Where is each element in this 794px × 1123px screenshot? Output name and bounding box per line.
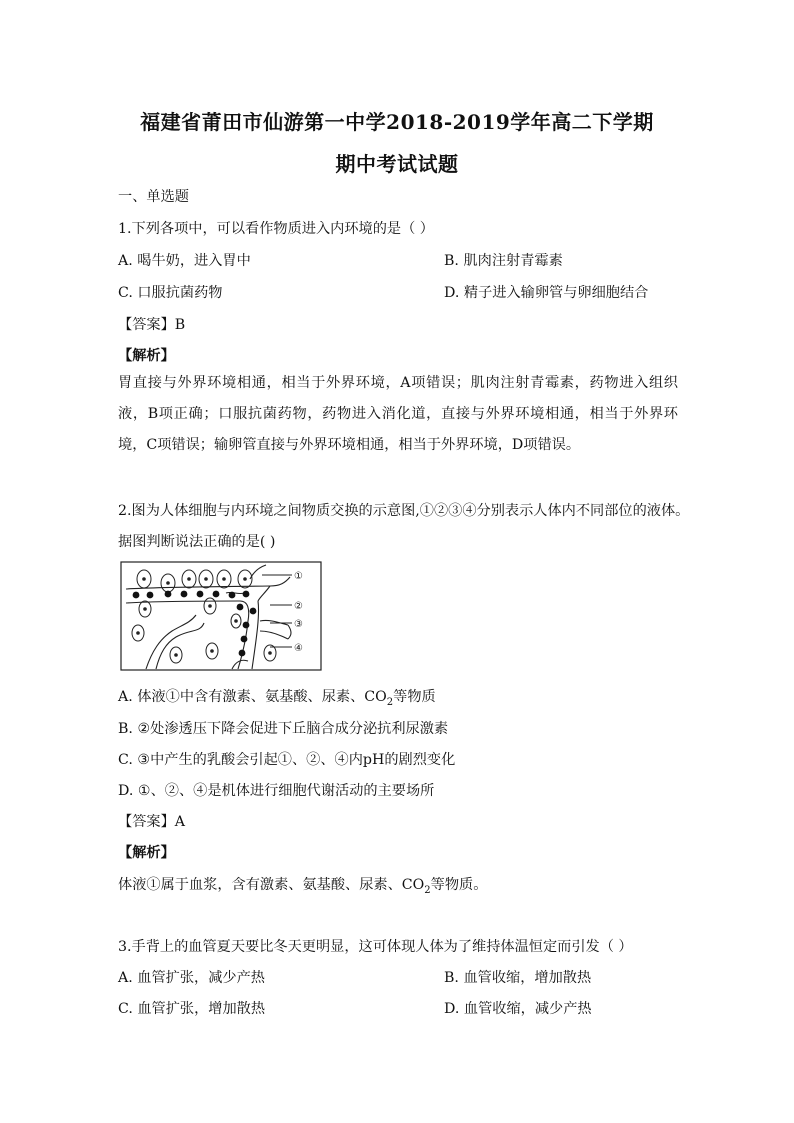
fig-label-1: ① [294, 571, 303, 582]
q1-option-b: B. 肌肉注射青霉素 [444, 253, 563, 269]
fig-label-3: ③ [294, 619, 303, 630]
body-fluid-diagram [120, 561, 322, 671]
q1-analysis: 胃直接与外界环境相通，相当于外界环境，A项错误；肌肉注射青霉素，药物进入组织液，B项正确；口服抗菌药物，药物进入消化道，直接与外界环境相通，相当于外界环境，C项错误；输卵管直接与外界环境相通，相当于外界环境，D项错误。 [118, 375, 678, 453]
q1-option-d: D. 精子进入输卵管与卵细胞结合 [444, 285, 649, 301]
q3-option-c: C. 血管扩张，增加散热 [118, 1001, 266, 1017]
q3-option-b: B. 血管收缩，增加散热 [444, 970, 592, 986]
document-subtitle: 期中考试试题 [335, 152, 459, 176]
q2-option-d: D. ①、②、④是机体进行细胞代谢活动的主要场所 [118, 783, 435, 799]
document-title: 福建省莆田市仙游第一中学2018-2019学年高二下学期 [140, 110, 654, 134]
q1-answer: 【答案】B [118, 317, 186, 333]
q1-stem: 1.下列各项中，可以看作物质进入内环境的是（ ） [118, 221, 434, 237]
q3-stem: 3.手背上的血管夏天要比冬天更明显，这可体现人体为了维持体温恒定而引发（ ） [118, 939, 633, 955]
q1-option-a: A. 喝牛奶，进入胃中 [118, 253, 251, 269]
q2-stem-line1: 2.图为人体细胞与内环境之间物质交换的示意图,①②③④分别表示人体内不同部位的液体。 [118, 503, 690, 519]
section-heading: 一、单选题 [118, 189, 189, 205]
q3-option-d: D. 血管收缩，减少产热 [444, 1001, 592, 1017]
q2-option-b: B. ②处渗透压下降会促进下丘脑合成分泌抗利尿激素 [118, 721, 449, 737]
q1-analysis-label: 【解析】 [118, 348, 175, 364]
q2-option-a: A. 体液①中含有激素、氨基酸、尿素、$CO_2$等物质 [118, 689, 436, 708]
fig-label-2: ② [294, 601, 303, 612]
fig-label-4: ④ [294, 643, 303, 654]
q2-answer: 【答案】A [118, 814, 185, 830]
q3-option-a: A. 血管扩张，减少产热 [118, 970, 265, 986]
q2-option-c: C. ③中产生的乳酸会引起①、②、④内pH的剧烈变化 [118, 752, 456, 768]
q2-stem-line2: 据图判断说法正确的是( ) [118, 534, 276, 550]
q2-analysis: 体液①属于血浆，含有激素、氨基酸、尿素、$CO_2$等物质。 [118, 877, 488, 896]
q2-analysis-label: 【解析】 [118, 845, 175, 861]
q1-option-c: C. 口服抗菌药物 [118, 285, 223, 301]
